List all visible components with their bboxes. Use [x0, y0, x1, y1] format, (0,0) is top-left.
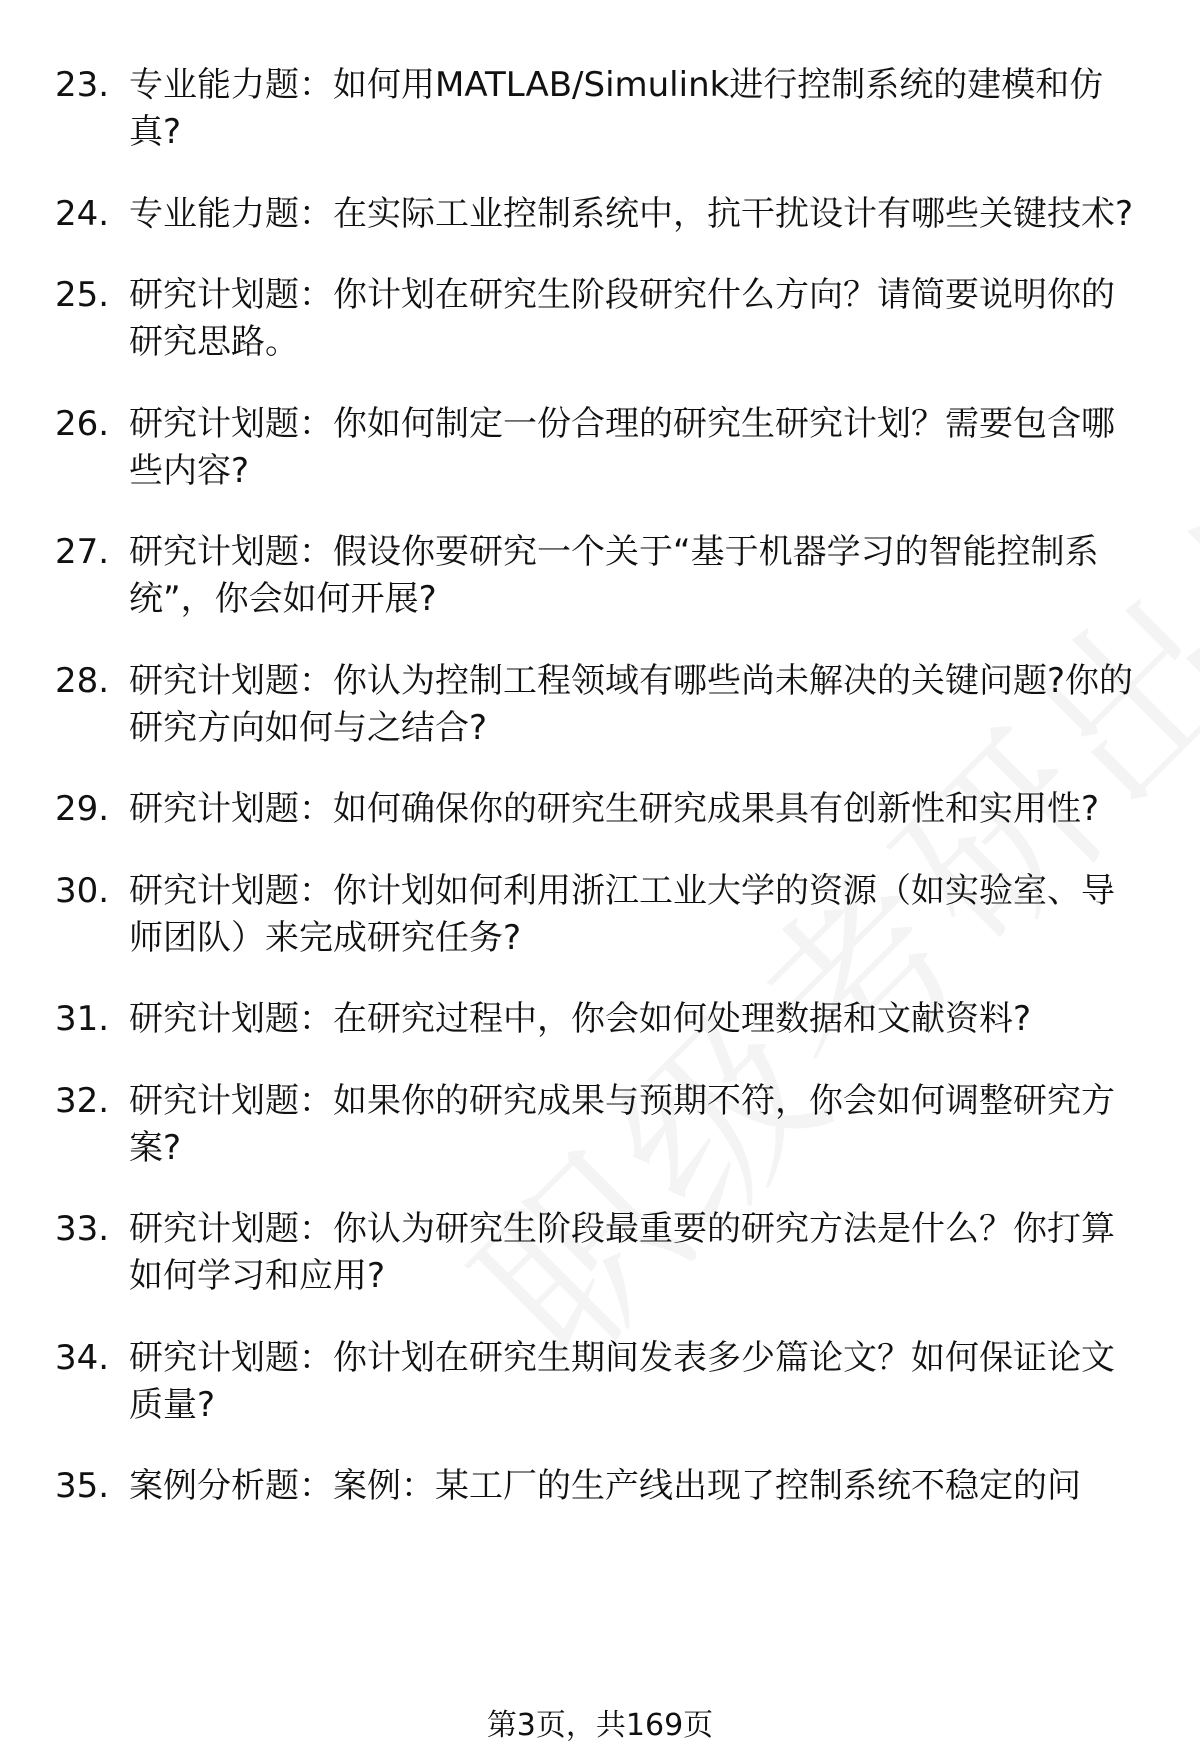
question-text: 研究计划题：你计划在研究生期间发表多少篇论文？如何保证论文质量?	[129, 1337, 1115, 1425]
question-text: 案例分析题：案例：某工厂的生产线出现了控制系统不稳定的问	[129, 1466, 1081, 1506]
question-item-25	[55, 272, 1145, 366]
question-number: 28.	[55, 660, 110, 701]
question-item-31	[55, 996, 1145, 1043]
question-item-23	[55, 62, 1145, 156]
question-item-26	[55, 401, 1145, 495]
question-text: 研究计划题：你认为研究生阶段最重要的研究方法是什么？你打算如何学习和应用?	[129, 1209, 1115, 1296]
question-number: 34.	[55, 1337, 110, 1378]
question-number: 29.	[55, 789, 110, 829]
question-item-27	[55, 529, 1145, 623]
question-text: 研究计划题：你如何制定一份合理的研究生研究计划？需要包含哪些内容?	[129, 403, 1115, 491]
question-item-35	[55, 1463, 1145, 1510]
page-number-footer: 第3页，共169页	[486, 1708, 714, 1743]
question-text: 研究计划题：你计划如何利用浙江工业大学的资源（如实验室、导师团队）来完成研究任务?	[129, 870, 1115, 958]
question-text: 研究计划题：假设你要研究一个关于“基于机器学习的智能控制系统”，你会如何开展?	[129, 532, 1099, 619]
question-text: 研究计划题：你认为控制工程领域有哪些尚未解决的关键问题?你的研究方向如何与之结合?	[129, 660, 1134, 748]
question-item-28	[55, 658, 1145, 752]
question-number: 33.	[55, 1209, 110, 1249]
question-text: 研究计划题：如何确保你的研究生研究成果具有创新性和实用性?	[129, 789, 1100, 829]
question-number: 25.	[55, 275, 110, 315]
question-item-29	[55, 786, 1145, 833]
question-text: 专业能力题：在实际工业控制系统中，抗干扰设计有哪些关键技术?	[129, 193, 1134, 234]
question-item-24	[55, 191, 1145, 238]
question-text: 研究计划题：在研究过程中，你会如何处理数据和文献资料?	[129, 999, 1032, 1039]
question-text: 专业能力题：如何用MATLAB/Simulink进行控制系统的建模和仿真?	[129, 65, 1104, 152]
question-number: 35.	[55, 1466, 110, 1506]
question-number: 32.	[55, 1080, 110, 1121]
question-number: 31.	[55, 999, 110, 1039]
question-item-32	[55, 1078, 1145, 1172]
question-number: 24.	[55, 193, 110, 234]
question-text: 研究计划题：如果你的研究成果与预期不符，你会如何调整研究方案?	[129, 1080, 1115, 1168]
question-item-33	[55, 1206, 1145, 1300]
question-number: 30.	[55, 870, 110, 911]
question-number: 27.	[55, 532, 110, 572]
question-number: 23.	[55, 65, 110, 105]
question-list	[55, 62, 1145, 1545]
question-item-30	[55, 868, 1145, 962]
question-item-34	[55, 1335, 1145, 1429]
question-text: 研究计划题：你计划在研究生阶段研究什么方向？请简要说明你的研究思路。	[129, 275, 1115, 362]
question-number: 26.	[55, 403, 110, 444]
